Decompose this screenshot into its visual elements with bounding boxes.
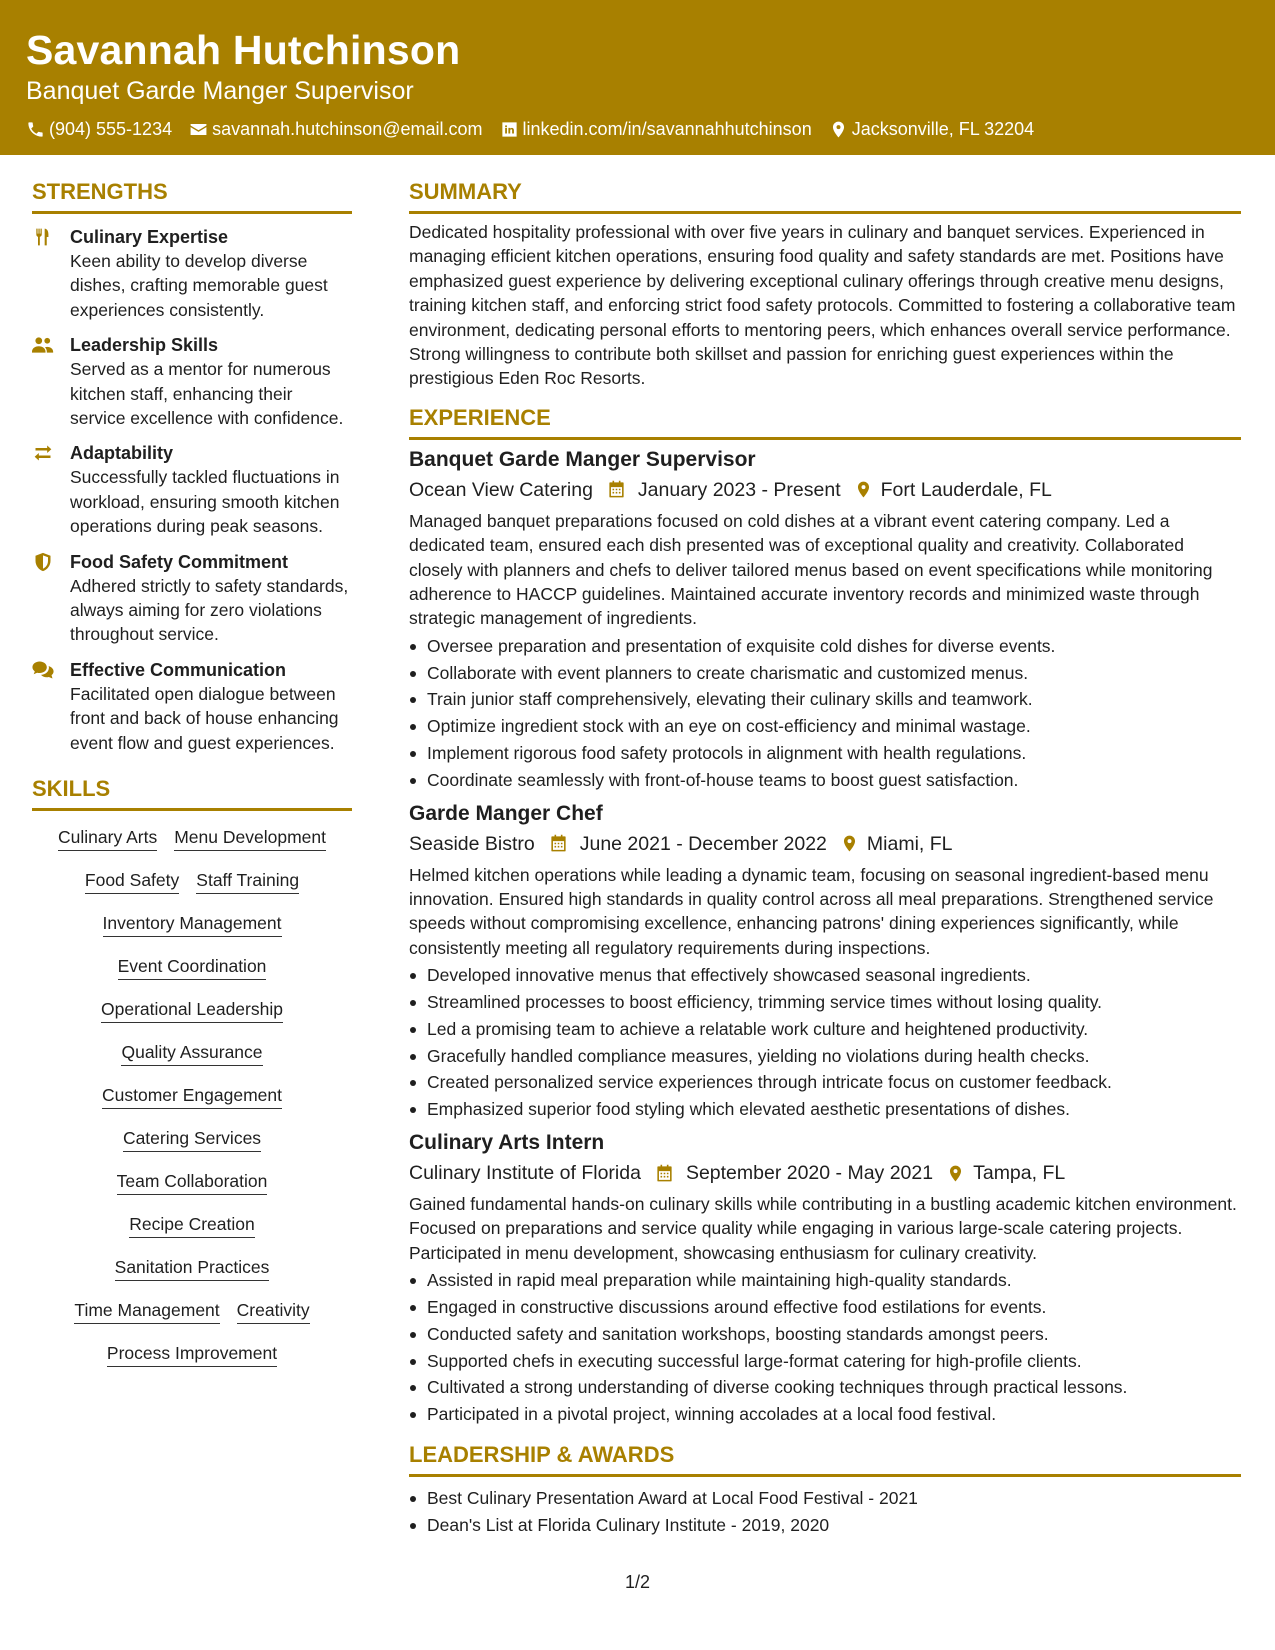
contact-linkedin[interactable] bbox=[500, 118, 812, 140]
skill-tag: Staff Training bbox=[196, 868, 299, 894]
list-item: Gracefully handled compliance measures, yielding no violations during health checks. bbox=[409, 1043, 1241, 1070]
contact-location bbox=[829, 118, 1034, 140]
candidate-name: Savannah Hutchinson bbox=[26, 27, 461, 73]
list-item: Created personalized service experiences through intricate focus on customer feedback. bbox=[409, 1069, 1241, 1096]
linkedin-text: linkedin.com/in/savannahhutchinson bbox=[522, 119, 812, 139]
list-item: Streamlined processes to boost efficiency, trimming service times without losing quality. bbox=[409, 989, 1241, 1016]
skill-tag: Process Improvement bbox=[107, 1341, 277, 1367]
utensils-icon bbox=[32, 227, 54, 247]
strength-desc: Adhered strictly to safety standards, always aiming for zero violations throughout service. bbox=[70, 575, 349, 645]
map-pin-icon bbox=[854, 480, 873, 499]
strength-item bbox=[32, 333, 352, 430]
list-item: Best Culinary Presentation Award at Local Food Festival - 2021 bbox=[409, 1485, 1241, 1512]
skill-tag: Culinary Arts bbox=[58, 825, 157, 851]
job-title: Culinary Arts Intern bbox=[409, 1131, 605, 1155]
job-desc: Managed banquet preparations focused on cold dishes at a vibrant event catering company. Led a dedicated team, ensured each dish presented was of exceptional quality and creativity. Collaborated closely with planners and chefs to deliver tailored menus based on event specifications while monitoring adherence to HACCP guidelines. Maintained accurate inventory records and minimized waste through strategic management of ingredients. bbox=[409, 510, 1213, 629]
skill-tag: Food Safety bbox=[85, 868, 179, 894]
linkedin-icon bbox=[500, 120, 519, 139]
job-company: Seaside Bistro bbox=[409, 832, 535, 855]
skill-tag: Time Management bbox=[74, 1298, 219, 1324]
skill-tag: Operational Leadership bbox=[101, 997, 283, 1023]
job-desc: Helmed kitchen operations while leading a dynamic team, focusing on seasonal ingredient-based menu innovation. Ensured high standards in quality control across all meal preparations. Strengthened service speeds without compromising excellence, enhancing patrons' dining experiences significantly, while consistently meeting all regulatory requirements during inspections. bbox=[409, 864, 1214, 958]
users-icon bbox=[32, 335, 54, 355]
job-dates: September 2020 - May 2021 bbox=[685, 1162, 934, 1185]
envelope-icon bbox=[189, 120, 208, 139]
strength-title: Effective Communication bbox=[70, 659, 287, 680]
list-item: Coordinate seamlessly with front-of-house teams to boost guest satisfaction. bbox=[409, 767, 1241, 794]
contact-bar bbox=[26, 118, 1275, 140]
experience-heading: EXPERIENCE bbox=[409, 404, 1241, 440]
strengths-heading: STRENGTHS bbox=[32, 178, 352, 214]
skills-heading: SKILLS bbox=[32, 775, 352, 811]
list-item: Optimize ingredient stock with an eye on cost-efficiency and minimal wastage. bbox=[409, 713, 1241, 740]
job-bullets bbox=[409, 962, 1241, 1123]
job-dates: June 2021 - December 2022 bbox=[579, 832, 827, 855]
location-text: Jacksonville, FL 32204 bbox=[851, 119, 1035, 139]
strength-title: Culinary Expertise bbox=[70, 227, 229, 247]
job-entry bbox=[409, 445, 1241, 794]
skill-tag: Menu Development bbox=[174, 825, 326, 851]
strength-title: Food Safety Commitment bbox=[70, 551, 289, 572]
phone-text: (904) 555-1234 bbox=[49, 119, 173, 139]
job-company: Culinary Institute of Florida bbox=[409, 1162, 641, 1185]
skill-tag: Quality Assurance bbox=[121, 1040, 262, 1066]
job-title: Garde Manger Chef bbox=[409, 801, 603, 825]
skill-tag: Catering Services bbox=[123, 1126, 261, 1152]
shield-icon bbox=[32, 552, 54, 572]
contact-email[interactable] bbox=[189, 118, 482, 140]
list-item: Led a promising team to achieve a relatable work culture and heightened productivity. bbox=[409, 1016, 1241, 1043]
skill-tag: Creativity bbox=[237, 1298, 310, 1324]
contact-phone[interactable] bbox=[26, 118, 172, 140]
skill-tag: Sanitation Practices bbox=[115, 1255, 270, 1281]
job-entry bbox=[409, 799, 1241, 1123]
strength-item bbox=[32, 441, 352, 538]
calendar-icon bbox=[549, 834, 568, 853]
job-bullets bbox=[409, 1267, 1241, 1428]
right-column bbox=[409, 178, 1241, 1539]
job-meta bbox=[409, 1160, 1241, 1186]
summary-text: Dedicated hospitality professional with over five years in culinary and banquet services. Experienced in managing efficient kitchen operations, ensuring food quality and safety standards are met. Positions have emphasized guest experience by delivering exceptional culinary offerings through creative menu designs, training kitchen staff, and enforcing strict food safety protocols. Committed to fostering a collaborative team environment, dedicating personal efforts to mentoring peers, which enhances overall service performance. Strong willingness to contribute both skillset and passion for enriching guest experiences within the prestigious Eden Roc Resorts. bbox=[409, 222, 1236, 389]
list-item: Dean's List at Florida Culinary Institute - 2019, 2020 bbox=[409, 1512, 1241, 1539]
strength-item bbox=[32, 550, 352, 647]
email-text: savannah.hutchinson@email.com bbox=[212, 119, 483, 139]
map-pin-icon bbox=[946, 1164, 965, 1183]
strength-title: Adaptability bbox=[70, 443, 174, 464]
left-column bbox=[32, 178, 352, 1367]
list-item: Supported chefs in executing successful large-format catering for high-profile clients. bbox=[409, 1348, 1241, 1375]
job-desc: Gained fundamental hands-on culinary skills while contributing in a bustling academic kitchen environment. Focused on preparations and service quality while engaging in various large-scale catering projects. Participated in menu development, showcasing enthusiasm for culinary creativity. bbox=[409, 1194, 1237, 1263]
calendar-icon bbox=[655, 1164, 674, 1183]
awards-heading: LEADERSHIP & AWARDS bbox=[409, 1441, 1241, 1477]
strength-desc: Facilitated open dialogue between front and back of house enhancing event flow and guest experiences. bbox=[70, 683, 339, 753]
strength-item bbox=[32, 225, 352, 322]
skills-list bbox=[32, 825, 352, 1367]
skill-tag: Event Coordination bbox=[118, 954, 267, 980]
phone-icon bbox=[26, 120, 45, 139]
strength-desc: Successfully tackled fluctuations in workload, ensuring smooth kitchen operations during peak seasons. bbox=[70, 467, 340, 537]
map-pin-icon bbox=[829, 120, 848, 139]
comments-icon bbox=[32, 660, 54, 680]
job-title: Banquet Garde Manger Supervisor bbox=[409, 447, 756, 471]
strength-desc: Keen ability to develop diverse dishes, crafting memorable guest experiences consistently. bbox=[70, 251, 328, 320]
job-location: Tampa, FL bbox=[973, 1162, 1066, 1185]
candidate-role: Banquet Garde Manger Supervisor bbox=[26, 77, 414, 105]
strength-title: Leadership Skills bbox=[70, 335, 219, 356]
skill-tag: Inventory Management bbox=[103, 911, 282, 937]
list-item: Emphasized superior food styling which elevated aesthetic presentations of dishes. bbox=[409, 1096, 1241, 1123]
job-entry bbox=[409, 1128, 1241, 1428]
job-location: Miami, FL bbox=[866, 832, 953, 855]
job-bullets bbox=[409, 633, 1241, 794]
list-item: Train junior staff comprehensively, elevating their culinary skills and teamwork. bbox=[409, 686, 1241, 713]
list-item: Conducted safety and sanitation workshops, boosting standards amongst peers. bbox=[409, 1321, 1241, 1348]
map-pin-icon bbox=[840, 834, 859, 853]
page-number: 1/2 bbox=[624, 1572, 651, 1592]
job-dates: January 2023 - Present bbox=[637, 478, 841, 501]
list-item: Participated in a pivotal project, winning accolades at a local food festival. bbox=[409, 1401, 1241, 1428]
list-item: Implement rigorous food safety protocols in alignment with health regulations. bbox=[409, 740, 1241, 767]
skill-tag: Team Collaboration bbox=[117, 1169, 268, 1195]
awards-list bbox=[409, 1485, 1241, 1539]
list-item: Developed innovative menus that effectively showcased seasonal ingredients. bbox=[409, 962, 1241, 989]
job-location: Fort Lauderdale, FL bbox=[880, 478, 1052, 501]
strength-desc: Served as a mentor for numerous kitchen staff, enhancing their service excellence with confidence. bbox=[70, 359, 344, 429]
list-item: Engaged in constructive discussions around effective food estilations for events. bbox=[409, 1294, 1241, 1321]
skill-tag: Customer Engagement bbox=[102, 1083, 282, 1109]
list-item: Assisted in rapid meal preparation while maintaining high-quality standards. bbox=[409, 1267, 1241, 1294]
arrows-exchange-icon bbox=[32, 443, 54, 463]
list-item: Collaborate with event planners to create charismatic and customized menus. bbox=[409, 660, 1241, 687]
list-item: Cultivated a strong understanding of diverse cooking techniques through practical lessons. bbox=[409, 1374, 1241, 1401]
skill-tag: Recipe Creation bbox=[129, 1212, 254, 1238]
job-company: Ocean View Catering bbox=[409, 478, 593, 501]
resume-header bbox=[0, 0, 1275, 155]
summary-heading: SUMMARY bbox=[409, 178, 1241, 214]
strength-item bbox=[32, 658, 352, 755]
job-meta bbox=[409, 831, 1241, 857]
calendar-icon bbox=[607, 480, 626, 499]
list-item: Oversee preparation and presentation of exquisite cold dishes for diverse events. bbox=[409, 633, 1241, 660]
job-meta bbox=[409, 477, 1241, 503]
